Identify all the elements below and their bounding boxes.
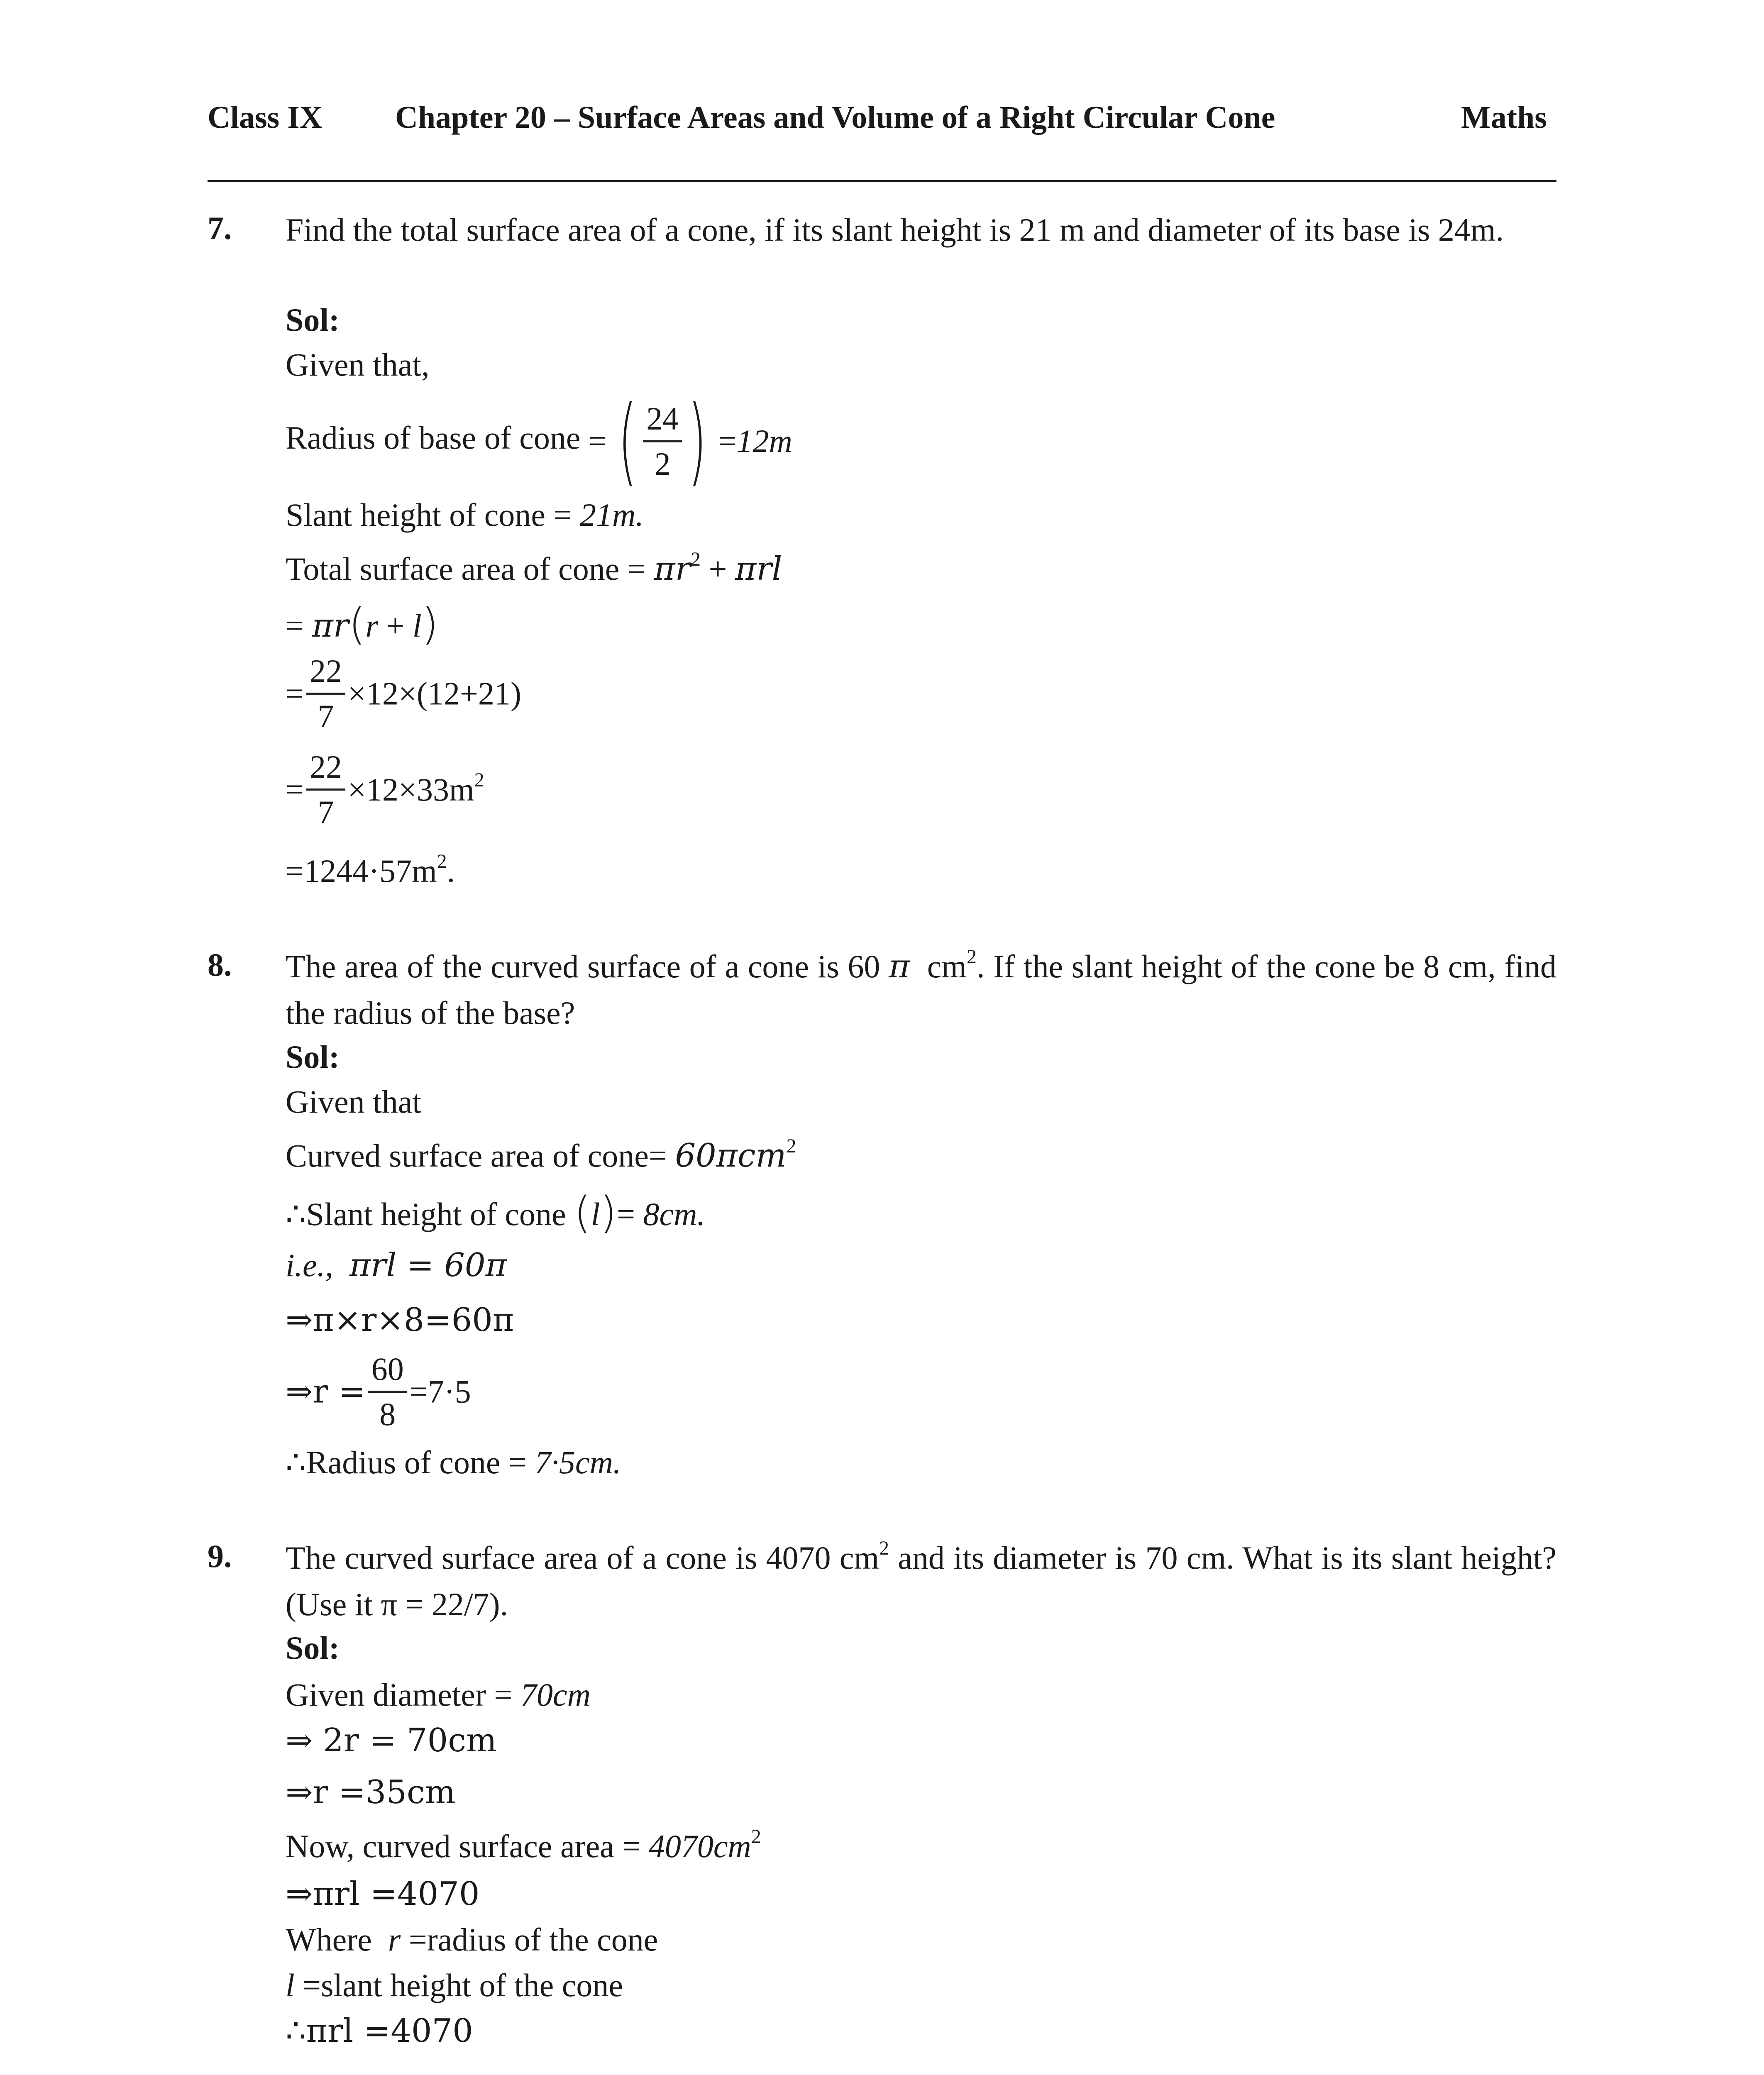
q9-given: Given diameter = 70cm [286, 1677, 591, 1713]
q8-slant-line: ∴Slant height of cone (l)= 8cm. [286, 1187, 705, 1238]
question-7-text: Find the total surface area of a cone, if its slant height is 21 m and diameter of its base is 24m. [286, 212, 1504, 248]
q9-eq1: ⇒ 2r = 70cm [286, 1722, 497, 1759]
q8-csa-line: Curved surface area of cone= 60πcm$^2$ [286, 1135, 796, 1174]
q7-radius-result: 12m [736, 423, 792, 459]
class-label: Class IX [208, 100, 323, 135]
q7-step2: = $\frac{22}{7}$ ×12×(12+21) [286, 649, 521, 738]
q7-slant-line: Slant height of cone = 21m. [286, 497, 644, 533]
question-8-text: The area of the curved surface of a cone is 60 π $cm^2$. If the slant height of the cone be 8 cm, find the radius of the base? [286, 946, 1557, 1031]
q9-final: ∴πrl =4070 [286, 2012, 473, 2050]
q8-eq2: ⇒π×r×8=60π [286, 1301, 514, 1339]
question-9-number: 9. [208, 1538, 232, 1574]
q7-slant-value: 21m. [580, 497, 644, 533]
q9-where-line: Where r =radius of the cone [286, 1921, 658, 1958]
q7-slant-label: Slant height of cone [286, 497, 546, 533]
question-8-number: 8. [208, 947, 232, 983]
question-9-text: The curved surface area of a cone is 4070 $cm^2$ and its diameter is 70 cm. What is its slant height? (Use it π = 22/7). [286, 1537, 1556, 1622]
q7-step1: = πr(r + l) [286, 599, 439, 649]
q9-sol-label: Sol: [286, 1630, 340, 1666]
q7-sol-label: Sol: [286, 302, 340, 338]
q9-csa-line: Now, curved surface area = $4070cm^2$ [286, 1826, 761, 1864]
header-rule [208, 180, 1556, 182]
q9-eq3: ⇒πrl =4070 [286, 1875, 480, 1913]
q7-tsa-label: Total surface area of cone [286, 551, 620, 587]
q7-result: $=1244\cdot 57m^2$. [286, 850, 455, 889]
subject-label: Maths [1461, 100, 1547, 135]
q8-eq3: ⇒r = $\frac{60}{8}$ =7·5 [286, 1348, 471, 1436]
q8-sol-label: Sol: [286, 1039, 340, 1075]
q7-tsa-line: Total surface area of cone = $\pi r^2 + \pi rl$ [286, 548, 782, 588]
q8-conclusion: ∴Radius of cone = 7·5cm. [286, 1444, 621, 1481]
q8-eq1: i.e., πrl = 60π [286, 1247, 507, 1284]
q7-radius-fraction: $\frac{24}{2}$ [643, 397, 682, 486]
chapter-title: Chapter 20 – Surface Areas and Volume of a Right Circular Cone [395, 100, 1275, 135]
question-7-number: 7. [208, 210, 232, 246]
q9-l-line: l =slant height of the cone [286, 1967, 623, 2003]
q7-radius-label: Radius of base of cone [286, 419, 581, 456]
q9-eq2: ⇒r =35cm [286, 1774, 456, 1811]
q8-given: Given that [286, 1084, 422, 1120]
q7-given: Given that, [286, 347, 430, 383]
q7-radius-line: Radius of base of cone = ( $\frac{24}{2}$ ) =12m [286, 386, 792, 496]
q7-step3: = $\frac{22}{7}$ $\times 12\times 33m^2$ [286, 745, 484, 834]
